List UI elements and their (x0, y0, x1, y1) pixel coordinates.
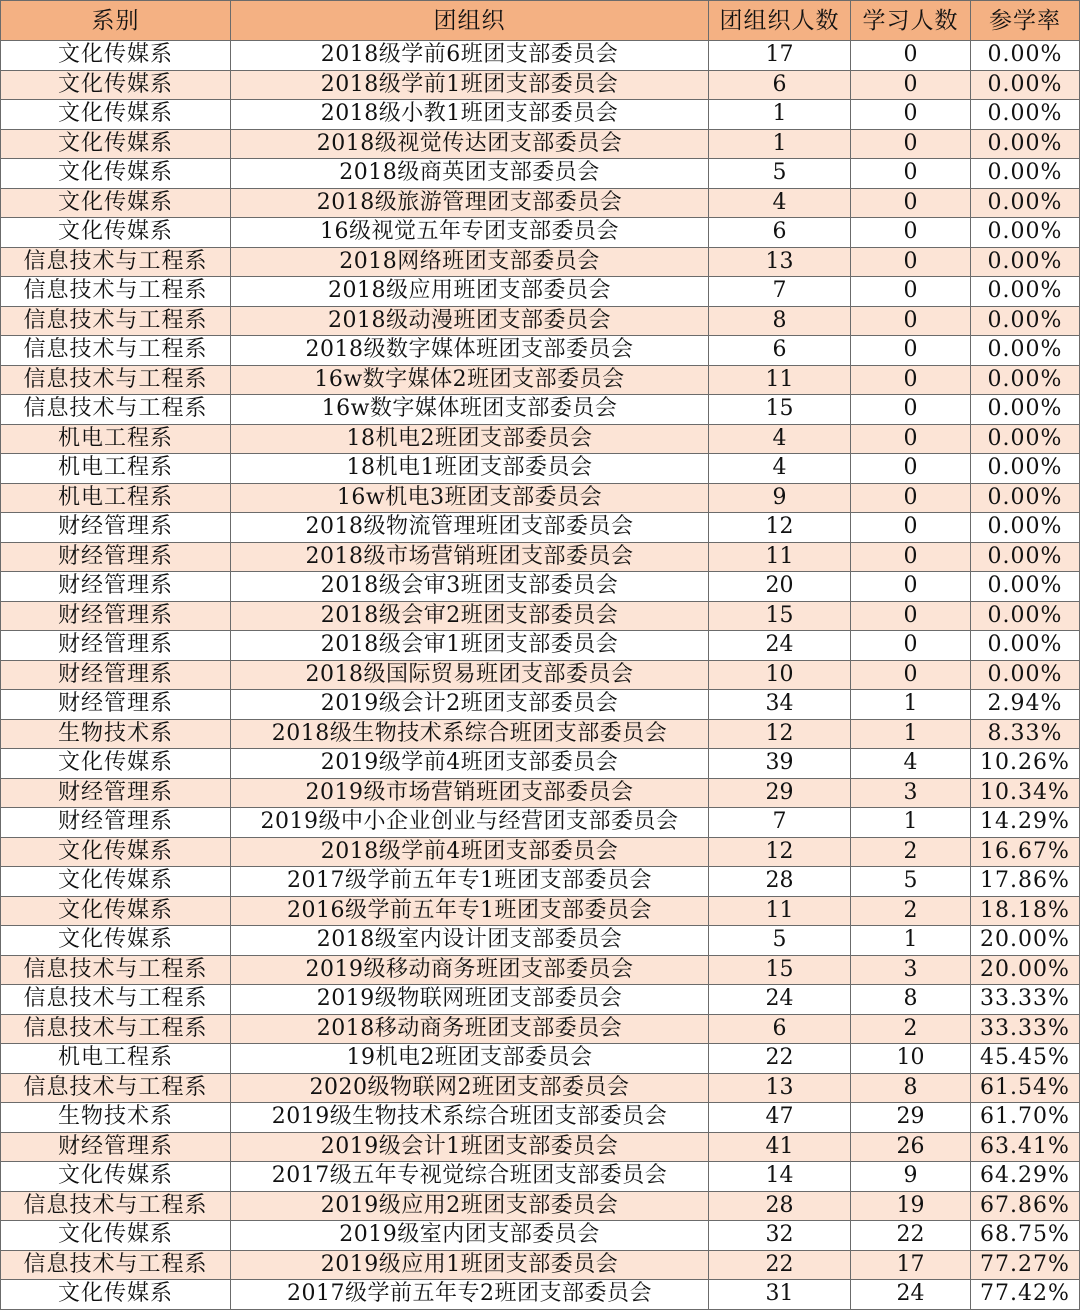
organization-cell: 2016级学前五年专1班团支部委员会 (231, 896, 709, 926)
organization-cell: 2019级会计1班团支部委员会 (231, 1132, 709, 1162)
table-row (1, 1162, 1080, 1192)
study-count-cell: 29 (851, 1103, 971, 1133)
organization-cell: 16w数字媒体班团支部委员会 (231, 395, 709, 425)
department-cell: 文化传媒系 (1, 159, 231, 189)
organization-cell: 2019级会计2班团支部委员会 (231, 690, 709, 720)
table-row (1, 159, 1080, 189)
table-row (1, 454, 1080, 484)
study-count-cell: 17 (851, 1250, 971, 1280)
table-row (1, 572, 1080, 602)
department-cell: 信息技术与工程系 (1, 955, 231, 985)
organization-cell: 2019级物联网班团支部委员会 (231, 985, 709, 1015)
member-count-cell: 12 (709, 837, 851, 867)
table-row (1, 542, 1080, 572)
study-count-cell: 26 (851, 1132, 971, 1162)
participation-rate-cell: 77.27% (971, 1250, 1080, 1280)
participation-rate-cell: 0.00% (971, 572, 1080, 602)
table-row (1, 690, 1080, 720)
table-row (1, 1280, 1080, 1310)
member-count-cell: 11 (709, 365, 851, 395)
organization-cell: 2018级物流管理班团支部委员会 (231, 513, 709, 543)
table-row (1, 306, 1080, 336)
header-member-count: 团组织人数 (709, 1, 851, 41)
member-count-cell: 7 (709, 277, 851, 307)
participation-rate-cell: 0.00% (971, 660, 1080, 690)
participation-rate-cell: 45.45% (971, 1044, 1080, 1074)
study-count-cell: 3 (851, 778, 971, 808)
participation-rate-cell: 0.00% (971, 129, 1080, 159)
member-count-cell: 1 (709, 129, 851, 159)
table-row (1, 218, 1080, 248)
table-row (1, 129, 1080, 159)
member-count-cell: 32 (709, 1221, 851, 1251)
member-count-cell: 15 (709, 395, 851, 425)
department-cell: 信息技术与工程系 (1, 1191, 231, 1221)
organization-cell: 2017级学前五年专1班团支部委员会 (231, 867, 709, 897)
department-cell: 财经管理系 (1, 1132, 231, 1162)
member-count-cell: 22 (709, 1250, 851, 1280)
member-count-cell: 29 (709, 778, 851, 808)
table-row (1, 336, 1080, 366)
department-cell: 机电工程系 (1, 1044, 231, 1074)
organization-cell: 18机电2班团支部委员会 (231, 424, 709, 454)
organization-cell: 2019级应用1班团支部委员会 (231, 1250, 709, 1280)
department-cell: 文化传媒系 (1, 100, 231, 130)
study-count-cell: 0 (851, 483, 971, 513)
study-count-cell: 0 (851, 306, 971, 336)
study-count-cell: 8 (851, 985, 971, 1015)
member-count-cell: 6 (709, 218, 851, 248)
study-count-cell: 0 (851, 277, 971, 307)
participation-rate-cell: 0.00% (971, 336, 1080, 366)
department-cell: 信息技术与工程系 (1, 277, 231, 307)
department-cell: 文化传媒系 (1, 218, 231, 248)
participation-rate-cell: 67.86% (971, 1191, 1080, 1221)
organization-cell: 2018级视觉传达团支部委员会 (231, 129, 709, 159)
organization-cell: 16w机电3班团支部委员会 (231, 483, 709, 513)
organization-cell: 2017级五年专视觉综合班团支部委员会 (231, 1162, 709, 1192)
participation-rate-cell: 0.00% (971, 513, 1080, 543)
participation-rate-cell: 18.18% (971, 896, 1080, 926)
department-cell: 信息技术与工程系 (1, 985, 231, 1015)
organization-cell: 2018级会审2班团支部委员会 (231, 601, 709, 631)
organization-cell: 2018级学前4班团支部委员会 (231, 837, 709, 867)
member-count-cell: 8 (709, 306, 851, 336)
organization-cell: 2018级数字媒体班团支部委员会 (231, 336, 709, 366)
table-row (1, 985, 1080, 1015)
member-count-cell: 5 (709, 926, 851, 956)
participation-rate-cell: 0.00% (971, 218, 1080, 248)
member-count-cell: 39 (709, 749, 851, 779)
member-count-cell: 4 (709, 424, 851, 454)
member-count-cell: 12 (709, 513, 851, 543)
participation-rate-cell: 10.34% (971, 778, 1080, 808)
participation-rate-cell: 0.00% (971, 277, 1080, 307)
study-count-cell: 0 (851, 660, 971, 690)
member-count-cell: 13 (709, 247, 851, 277)
member-count-cell: 11 (709, 896, 851, 926)
member-count-cell: 41 (709, 1132, 851, 1162)
participation-rate-cell: 0.00% (971, 188, 1080, 218)
department-cell: 文化传媒系 (1, 1280, 231, 1310)
member-count-cell: 6 (709, 1014, 851, 1044)
study-count-cell: 0 (851, 631, 971, 661)
table-row (1, 719, 1080, 749)
study-count-cell: 0 (851, 424, 971, 454)
participation-rate-cell: 0.00% (971, 601, 1080, 631)
organization-cell: 2019级中小企业创业与经营团支部委员会 (231, 808, 709, 838)
study-count-cell: 0 (851, 129, 971, 159)
organization-cell: 2019级学前4班团支部委员会 (231, 749, 709, 779)
department-cell: 信息技术与工程系 (1, 336, 231, 366)
study-count-cell: 0 (851, 100, 971, 130)
member-count-cell: 15 (709, 601, 851, 631)
study-count-cell: 9 (851, 1162, 971, 1192)
department-cell: 文化传媒系 (1, 1162, 231, 1192)
participation-rate-cell: 20.00% (971, 955, 1080, 985)
table-row (1, 867, 1080, 897)
participation-rate-cell: 10.26% (971, 749, 1080, 779)
member-count-cell: 10 (709, 660, 851, 690)
participation-rate-cell: 0.00% (971, 483, 1080, 513)
member-count-cell: 1 (709, 100, 851, 130)
table-row (1, 277, 1080, 307)
table-row (1, 1103, 1080, 1133)
organization-cell: 2018网络班团支部委员会 (231, 247, 709, 277)
member-count-cell: 34 (709, 690, 851, 720)
department-cell: 财经管理系 (1, 542, 231, 572)
table-row (1, 365, 1080, 395)
member-count-cell: 9 (709, 483, 851, 513)
participation-rate-cell: 0.00% (971, 542, 1080, 572)
department-cell: 文化传媒系 (1, 926, 231, 956)
table-row (1, 660, 1080, 690)
participation-rate-cell: 63.41% (971, 1132, 1080, 1162)
study-count-cell: 8 (851, 1073, 971, 1103)
participation-rate-cell: 0.00% (971, 395, 1080, 425)
department-cell: 文化传媒系 (1, 749, 231, 779)
table-row (1, 188, 1080, 218)
department-cell: 机电工程系 (1, 424, 231, 454)
participation-rate-cell: 14.29% (971, 808, 1080, 838)
organization-cell: 2019级市场营销班团支部委员会 (231, 778, 709, 808)
member-count-cell: 28 (709, 867, 851, 897)
study-count-cell: 2 (851, 1014, 971, 1044)
department-cell: 信息技术与工程系 (1, 395, 231, 425)
study-count-cell: 1 (851, 719, 971, 749)
study-count-cell: 0 (851, 513, 971, 543)
study-count-cell: 0 (851, 601, 971, 631)
department-cell: 文化传媒系 (1, 837, 231, 867)
member-count-cell: 20 (709, 572, 851, 602)
organization-cell: 2018级学前1班团支部委员会 (231, 70, 709, 100)
study-count-cell: 19 (851, 1191, 971, 1221)
participation-rate-cell: 0.00% (971, 159, 1080, 189)
table-row (1, 631, 1080, 661)
participation-rate-cell: 2.94% (971, 690, 1080, 720)
table-row (1, 41, 1080, 71)
table-row (1, 808, 1080, 838)
participation-rate-cell: 0.00% (971, 306, 1080, 336)
member-count-cell: 6 (709, 336, 851, 366)
participation-rate-cell: 0.00% (971, 365, 1080, 395)
member-count-cell: 31 (709, 1280, 851, 1310)
organization-cell: 2018级小教1班团支部委员会 (231, 100, 709, 130)
study-count-cell: 0 (851, 70, 971, 100)
organization-cell: 2019级生物技术系综合班团支部委员会 (231, 1103, 709, 1133)
participation-rate-cell: 0.00% (971, 100, 1080, 130)
participation-rate-cell: 20.00% (971, 926, 1080, 956)
table-row (1, 483, 1080, 513)
member-count-cell: 11 (709, 542, 851, 572)
member-count-cell: 4 (709, 454, 851, 484)
study-count-cell: 24 (851, 1280, 971, 1310)
study-count-cell: 0 (851, 336, 971, 366)
participation-rate-cell: 0.00% (971, 247, 1080, 277)
table-row (1, 395, 1080, 425)
organization-cell: 2018级应用班团支部委员会 (231, 277, 709, 307)
department-cell: 机电工程系 (1, 454, 231, 484)
study-count-cell: 0 (851, 395, 971, 425)
organization-cell: 2018级商英团支部委员会 (231, 159, 709, 189)
study-count-cell: 0 (851, 218, 971, 248)
study-count-cell: 4 (851, 749, 971, 779)
study-count-cell: 2 (851, 837, 971, 867)
department-cell: 文化传媒系 (1, 129, 231, 159)
table-row (1, 778, 1080, 808)
department-cell: 财经管理系 (1, 572, 231, 602)
table-row (1, 1250, 1080, 1280)
department-cell: 信息技术与工程系 (1, 1073, 231, 1103)
organization-cell: 2018级生物技术系综合班团支部委员会 (231, 719, 709, 749)
organization-cell: 16w数字媒体2班团支部委员会 (231, 365, 709, 395)
organization-cell: 2018级国际贸易班团支部委员会 (231, 660, 709, 690)
department-cell: 文化传媒系 (1, 867, 231, 897)
study-count-cell: 22 (851, 1221, 971, 1251)
table-row (1, 1191, 1080, 1221)
participation-rate-cell: 33.33% (971, 1014, 1080, 1044)
department-cell: 文化传媒系 (1, 70, 231, 100)
organization-cell: 2019级室内团支部委员会 (231, 1221, 709, 1251)
table-row (1, 1014, 1080, 1044)
department-cell: 机电工程系 (1, 483, 231, 513)
table-row (1, 837, 1080, 867)
member-count-cell: 24 (709, 985, 851, 1015)
department-cell: 文化传媒系 (1, 188, 231, 218)
table-row (1, 749, 1080, 779)
member-count-cell: 7 (709, 808, 851, 838)
organization-cell: 2018级旅游管理团支部委员会 (231, 188, 709, 218)
organization-cell: 2017级学前五年专2班团支部委员会 (231, 1280, 709, 1310)
member-count-cell: 12 (709, 719, 851, 749)
department-cell: 文化传媒系 (1, 1221, 231, 1251)
study-count-cell: 3 (851, 955, 971, 985)
participation-rate-cell: 61.54% (971, 1073, 1080, 1103)
table-row (1, 926, 1080, 956)
table-row (1, 247, 1080, 277)
table-row (1, 896, 1080, 926)
study-count-cell: 0 (851, 159, 971, 189)
department-cell: 信息技术与工程系 (1, 365, 231, 395)
organization-cell: 18机电1班团支部委员会 (231, 454, 709, 484)
participation-rate-cell: 0.00% (971, 70, 1080, 100)
participation-rate-cell: 64.29% (971, 1162, 1080, 1192)
study-count-cell: 1 (851, 808, 971, 838)
participation-rate-cell: 17.86% (971, 867, 1080, 897)
department-cell: 生物技术系 (1, 1103, 231, 1133)
department-cell: 财经管理系 (1, 690, 231, 720)
department-cell: 信息技术与工程系 (1, 1250, 231, 1280)
member-count-cell: 6 (709, 70, 851, 100)
organization-cell: 16级视觉五年专团支部委员会 (231, 218, 709, 248)
study-count-cell: 0 (851, 542, 971, 572)
table-body (1, 41, 1080, 1310)
participation-rate-cell: 68.75% (971, 1221, 1080, 1251)
organization-cell: 2019级应用2班团支部委员会 (231, 1191, 709, 1221)
department-cell: 财经管理系 (1, 601, 231, 631)
department-cell: 文化传媒系 (1, 896, 231, 926)
table-row (1, 70, 1080, 100)
department-cell: 财经管理系 (1, 778, 231, 808)
study-count-cell: 2 (851, 896, 971, 926)
member-count-cell: 4 (709, 188, 851, 218)
participation-rate-cell: 0.00% (971, 631, 1080, 661)
department-cell: 财经管理系 (1, 631, 231, 661)
participation-rate-cell: 77.42% (971, 1280, 1080, 1310)
study-count-cell: 10 (851, 1044, 971, 1074)
department-cell: 财经管理系 (1, 513, 231, 543)
study-count-cell: 0 (851, 572, 971, 602)
organization-cell: 2018级动漫班团支部委员会 (231, 306, 709, 336)
table-header-row (1, 1, 1080, 41)
member-count-cell: 17 (709, 41, 851, 71)
header-department: 系别 (1, 1, 231, 41)
organization-cell: 2018级学前6班团支部委员会 (231, 41, 709, 71)
member-count-cell: 22 (709, 1044, 851, 1074)
table-row (1, 601, 1080, 631)
member-count-cell: 28 (709, 1191, 851, 1221)
participation-rate-cell: 0.00% (971, 424, 1080, 454)
organization-cell: 2020级物联网2班团支部委员会 (231, 1073, 709, 1103)
header-study-count: 学习人数 (851, 1, 971, 41)
header-participation-rate: 参学率 (971, 1, 1080, 41)
department-cell: 文化传媒系 (1, 41, 231, 71)
participation-rate-cell: 8.33% (971, 719, 1080, 749)
member-count-cell: 15 (709, 955, 851, 985)
organization-cell: 2018级市场营销班团支部委员会 (231, 542, 709, 572)
table-row (1, 955, 1080, 985)
participation-rate-cell: 61.70% (971, 1103, 1080, 1133)
table-row (1, 1221, 1080, 1251)
organization-cell: 2018级室内设计团支部委员会 (231, 926, 709, 956)
study-count-cell: 1 (851, 690, 971, 720)
table-row (1, 1044, 1080, 1074)
table-row (1, 100, 1080, 130)
member-count-cell: 5 (709, 159, 851, 189)
table-row (1, 513, 1080, 543)
study-count-cell: 0 (851, 41, 971, 71)
study-count-cell: 1 (851, 926, 971, 956)
table-row (1, 1132, 1080, 1162)
organization-cell: 2018级会审1班团支部委员会 (231, 631, 709, 661)
member-count-cell: 14 (709, 1162, 851, 1192)
department-cell: 财经管理系 (1, 808, 231, 838)
participation-rate-cell: 0.00% (971, 454, 1080, 484)
department-cell: 信息技术与工程系 (1, 306, 231, 336)
department-cell: 信息技术与工程系 (1, 247, 231, 277)
participation-rate-cell: 16.67% (971, 837, 1080, 867)
table-row (1, 424, 1080, 454)
study-count-cell: 0 (851, 365, 971, 395)
organization-cell: 2018移动商务班团支部委员会 (231, 1014, 709, 1044)
member-count-cell: 13 (709, 1073, 851, 1103)
department-cell: 财经管理系 (1, 660, 231, 690)
study-count-cell: 0 (851, 454, 971, 484)
table-row (1, 1073, 1080, 1103)
participation-rate-cell: 33.33% (971, 985, 1080, 1015)
organization-cell: 2019级移动商务班团支部委员会 (231, 955, 709, 985)
study-count-cell: 0 (851, 188, 971, 218)
member-count-cell: 47 (709, 1103, 851, 1133)
header-organization: 团组织 (231, 1, 709, 41)
department-cell: 生物技术系 (1, 719, 231, 749)
department-cell: 信息技术与工程系 (1, 1014, 231, 1044)
organization-cell: 2018级会审3班团支部委员会 (231, 572, 709, 602)
member-count-cell: 24 (709, 631, 851, 661)
study-count-cell: 0 (851, 247, 971, 277)
participation-rate-cell: 0.00% (971, 41, 1080, 71)
organization-cell: 19机电2班团支部委员会 (231, 1044, 709, 1074)
study-count-cell: 5 (851, 867, 971, 897)
